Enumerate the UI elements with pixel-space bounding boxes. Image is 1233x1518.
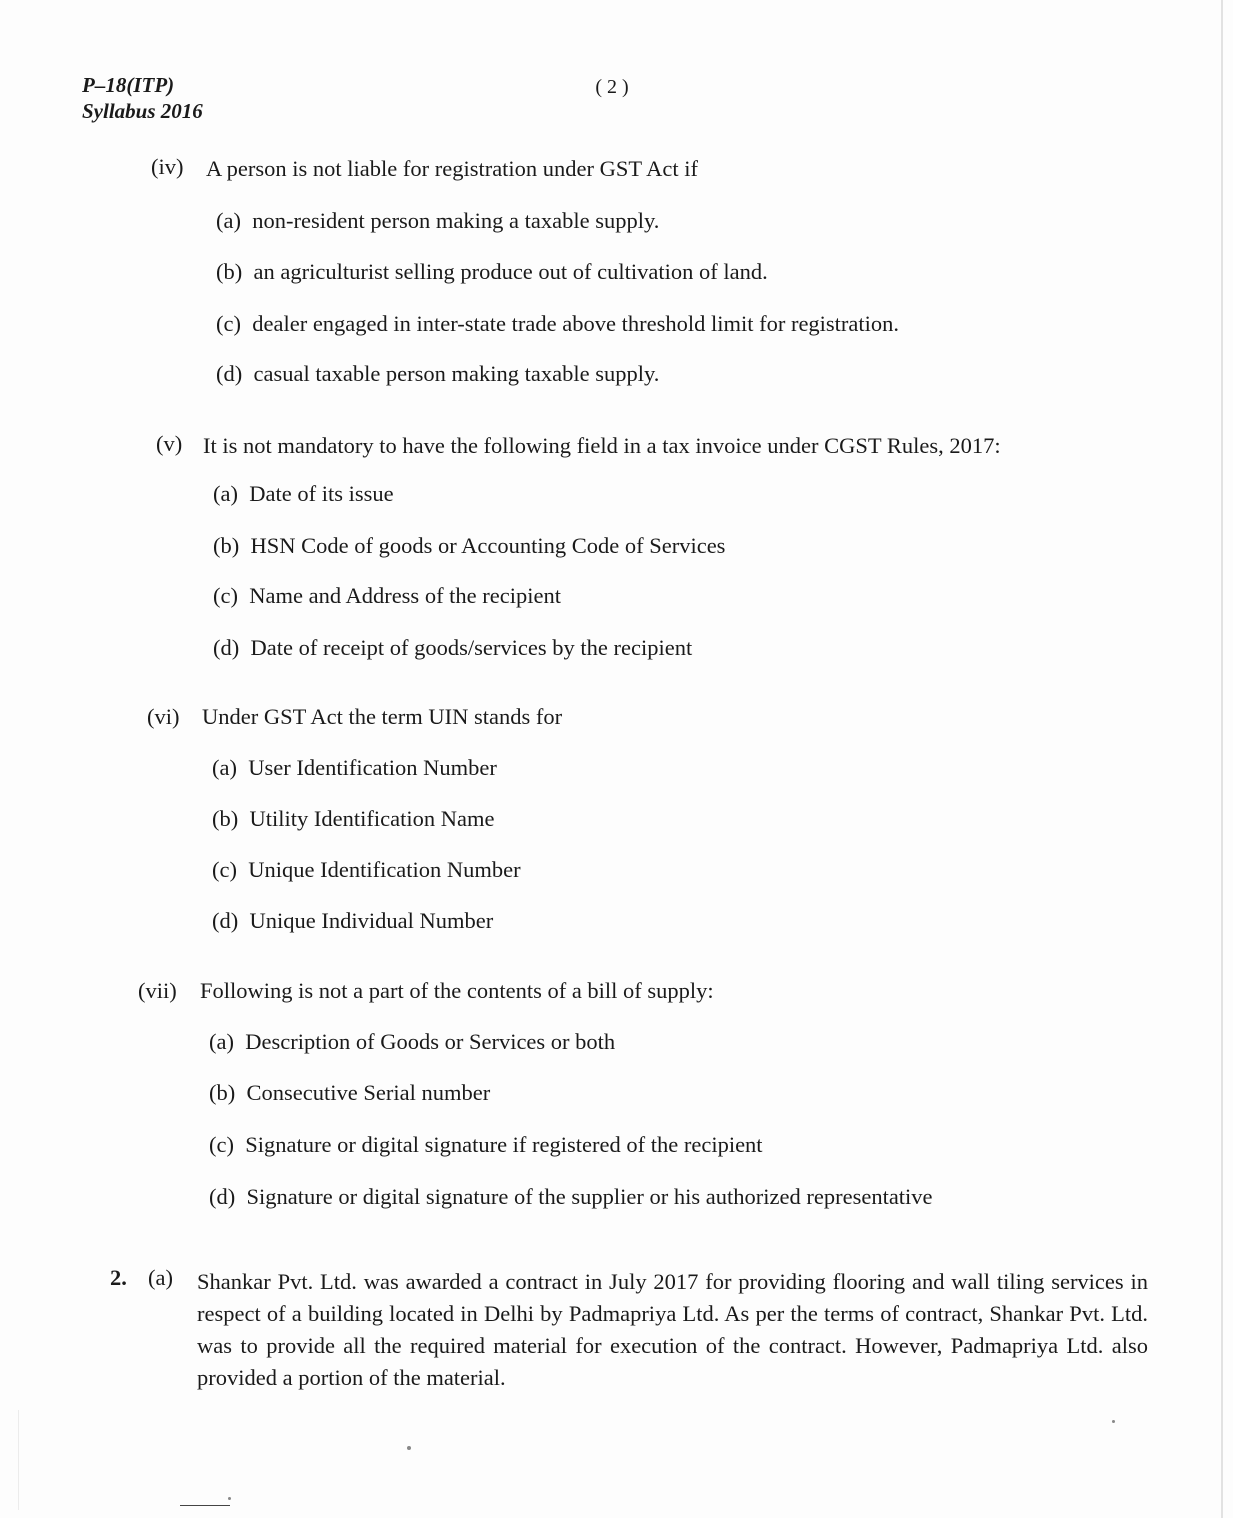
question-number: (vii) <box>138 978 177 1003</box>
option-item <box>216 207 659 235</box>
option-label: (c) <box>209 1132 234 1157</box>
option-text: non-resident person making a taxable supply. <box>252 208 660 233</box>
option-item <box>213 532 725 560</box>
option-text: Utility Identification Name <box>249 806 495 831</box>
option-item <box>209 1131 763 1159</box>
scan-speck <box>1112 1420 1115 1423</box>
option-label: (a) <box>213 481 238 506</box>
option-item <box>209 1079 490 1107</box>
scan-edge-left <box>18 1410 19 1510</box>
option-text: Description of Goods or Services or both <box>245 1029 616 1054</box>
option-text: Signature or digital signature if registered of the recipient <box>245 1132 763 1157</box>
question-text: It is not mandatory to have the following field in a tax invoice under CGST Rules, 2017: <box>203 433 1001 458</box>
option-label: (b) <box>216 259 243 284</box>
option-text: HSN Code of goods or Accounting Code of Services <box>250 533 726 558</box>
option-text: casual taxable person making taxable supply. <box>253 361 660 386</box>
scan-edge <box>1221 0 1223 1518</box>
option-item <box>212 907 493 935</box>
scan-speck <box>407 1446 411 1450</box>
question2-number: 2. <box>110 1265 127 1290</box>
option-text: Consecutive Serial number <box>246 1080 491 1105</box>
option-label: (d) <box>212 908 239 933</box>
option-label: (c) <box>212 857 237 882</box>
option-item <box>209 1028 615 1056</box>
option-item <box>216 258 768 286</box>
option-text: dealer engaged in inter-state trade above threshold limit for registration. <box>252 311 900 336</box>
option-text: Signature or digital signature of the supplier or his authorized representative <box>246 1184 933 1209</box>
option-label: (b) <box>212 806 239 831</box>
option-item <box>213 480 394 508</box>
option-text: Date of its issue <box>249 481 394 506</box>
question-text: Following is not a part of the contents of a bill of supply: <box>200 978 714 1003</box>
option-text: Name and Address of the recipient <box>249 583 562 608</box>
question-text: A person is not liable for registration under GST Act if <box>206 156 699 181</box>
option-label: (a) <box>212 755 237 780</box>
page-number: ( 2 ) <box>595 76 629 98</box>
question2-text: Shankar Pvt. Ltd. was awarded a contract in July 2017 for providing flooring and wall tiling services in respect of a building located in Delhi by Padmapriya Ltd. As per the terms of contract, Shankar Pvt. Ltd. was to provide all the required material for execution of the contract. However, Padmapriya Ltd. also provided a portion of the material. <box>197 1269 1148 1390</box>
option-text: User Identification Number <box>248 755 497 780</box>
syllabus-label: Syllabus 2016 <box>82 99 203 123</box>
question-number: (iv) <box>151 154 184 179</box>
option-label: (d) <box>216 361 243 386</box>
option-text: Unique Individual Number <box>249 908 494 933</box>
option-item <box>209 1183 933 1211</box>
option-label: (c) <box>213 583 238 608</box>
option-label: (d) <box>213 635 240 660</box>
option-label: (d) <box>209 1184 236 1209</box>
option-item <box>212 856 521 884</box>
scan-speck <box>228 1497 231 1500</box>
option-item <box>212 754 497 782</box>
option-label: (a) <box>216 208 241 233</box>
question-number: (v) <box>156 431 183 456</box>
question-number: (vi) <box>147 704 180 729</box>
option-label: (c) <box>216 311 241 336</box>
option-item <box>213 634 692 662</box>
option-label: (b) <box>209 1080 236 1105</box>
option-item <box>213 582 561 610</box>
scan-mark <box>180 1505 230 1506</box>
question-text: Under GST Act the term UIN stands for <box>202 704 563 729</box>
option-item <box>212 805 494 833</box>
option-text: Unique Identification Number <box>248 857 521 882</box>
option-text: Date of receipt of goods/services by the recipient <box>250 635 693 660</box>
paper-code: P–18(ITP) <box>82 73 175 97</box>
option-item <box>216 360 659 388</box>
option-item <box>216 310 899 338</box>
option-text: an agriculturist selling produce out of cultivation of land. <box>253 259 768 284</box>
question2-part: (a) <box>148 1265 173 1290</box>
option-label: (a) <box>209 1029 234 1054</box>
option-label: (b) <box>213 533 240 558</box>
paper-header <box>82 72 203 124</box>
